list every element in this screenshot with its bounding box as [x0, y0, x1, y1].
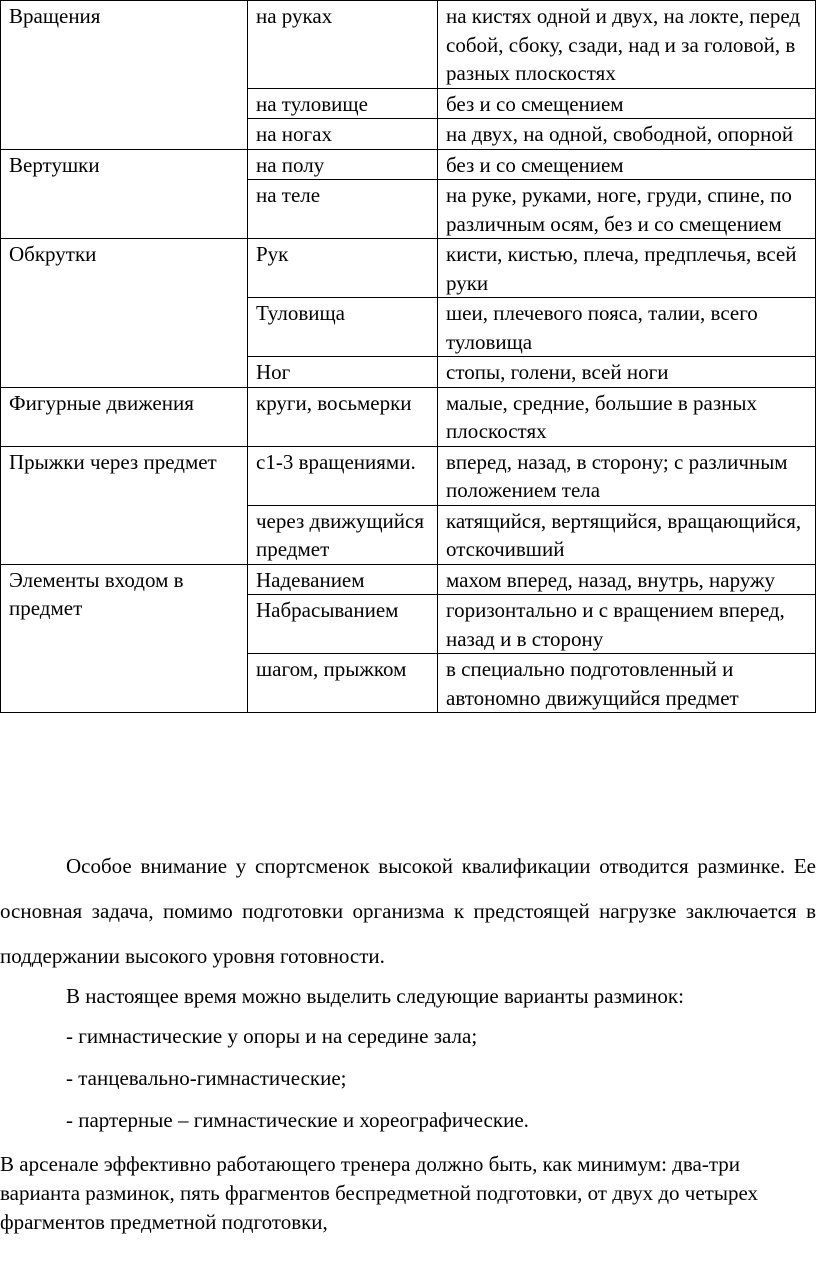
detail-cell: вперед, назад, в сторону; с различным положением тела — [438, 446, 816, 505]
subcategory-cell: на руках — [248, 1, 438, 89]
detail-cell: стопы, голени, всей ноги — [438, 357, 816, 388]
detail-cell: малые, средние, большие в разных плоскостях — [438, 387, 816, 446]
subcategory-cell: Рук — [248, 239, 438, 298]
detail-cell: в специально подготовленный и автономно движущийся предмет — [438, 654, 816, 713]
list-item: - партерные – гимнастические и хореографические. — [66, 1108, 529, 1132]
subcategory-cell: на туловище — [248, 88, 438, 119]
subcategory-cell: шагом, прыжком — [248, 654, 438, 713]
subcategory-cell: Надеванием — [248, 564, 438, 595]
subcategory-cell: круги, восьмерки — [248, 387, 438, 446]
paragraph-arsenal: В арсенале эффективно работающего тренера должно быть, как минимум: два-три варианта разминок, пять фрагментов беспредметной подготовки, от двух до четырех фрагментов предметной подготовки, — [0, 1152, 758, 1234]
category-cell: Элементы входом в предмет — [1, 564, 248, 713]
detail-cell: катящийся, вертящийся, вращающийся, отскочивший — [438, 505, 816, 564]
table-row — [1, 149, 816, 180]
paragraph-warmup: Особое внимание у спортсменок высокой квалификации отводится разминке. Ее основная задача, помимо подготовки организма к предстоящей нагрузке заключается в поддержании высокого уровня готовности. — [0, 854, 816, 968]
table-row — [1, 1, 816, 89]
subcategory-cell: на теле — [248, 180, 438, 239]
detail-cell: без и со смещением — [438, 88, 816, 119]
list-item: - гимнастические у опоры и на середине зала; — [66, 1024, 478, 1048]
detail-cell: на двух, на одной, свободной, опорной — [438, 119, 816, 150]
detail-cell: на кистях одной и двух, на локте, перед собой, сбоку, сзади, над и за головой, в разных плоскостях — [438, 1, 816, 89]
subcategory-cell: на полу — [248, 149, 438, 180]
table-row — [1, 239, 816, 298]
category-cell: Фигурные движения — [1, 387, 248, 446]
table-row — [1, 564, 816, 595]
subcategory-cell: через движущийся предмет — [248, 505, 438, 564]
subcategory-cell: на ногах — [248, 119, 438, 150]
detail-cell: на руке, руками, ноге, груди, спине, по различным осям, без и со смещением — [438, 180, 816, 239]
table-row — [1, 387, 816, 446]
detail-cell: кисти, кистью, плеча, предплечья, всей руки — [438, 239, 816, 298]
category-cell: Обкрутки — [1, 239, 248, 388]
category-cell: Прыжки через предмет — [1, 446, 248, 564]
detail-cell: махом вперед, назад, внутрь, наружу — [438, 564, 816, 595]
subcategory-cell: Ног — [248, 357, 438, 388]
subcategory-cell: с1-3 вращениями. — [248, 446, 438, 505]
category-cell: Вращения — [1, 1, 248, 150]
detail-cell: без и со смещением — [438, 149, 816, 180]
list-item: - танцевально-гимнастические; — [66, 1066, 347, 1090]
intro-line: В настоящее время можно выделить следующие варианты разминок: — [66, 984, 684, 1008]
table-row — [1, 446, 816, 505]
detail-cell: горизонтально и с вращением вперед, назад и в сторону — [438, 595, 816, 654]
subcategory-cell: Туловища — [248, 298, 438, 357]
category-cell: Вертушки — [1, 149, 248, 239]
detail-cell: шеи, плечевого пояса, талии, всего туловища — [438, 298, 816, 357]
subcategory-cell: Набрасыванием — [248, 595, 438, 654]
